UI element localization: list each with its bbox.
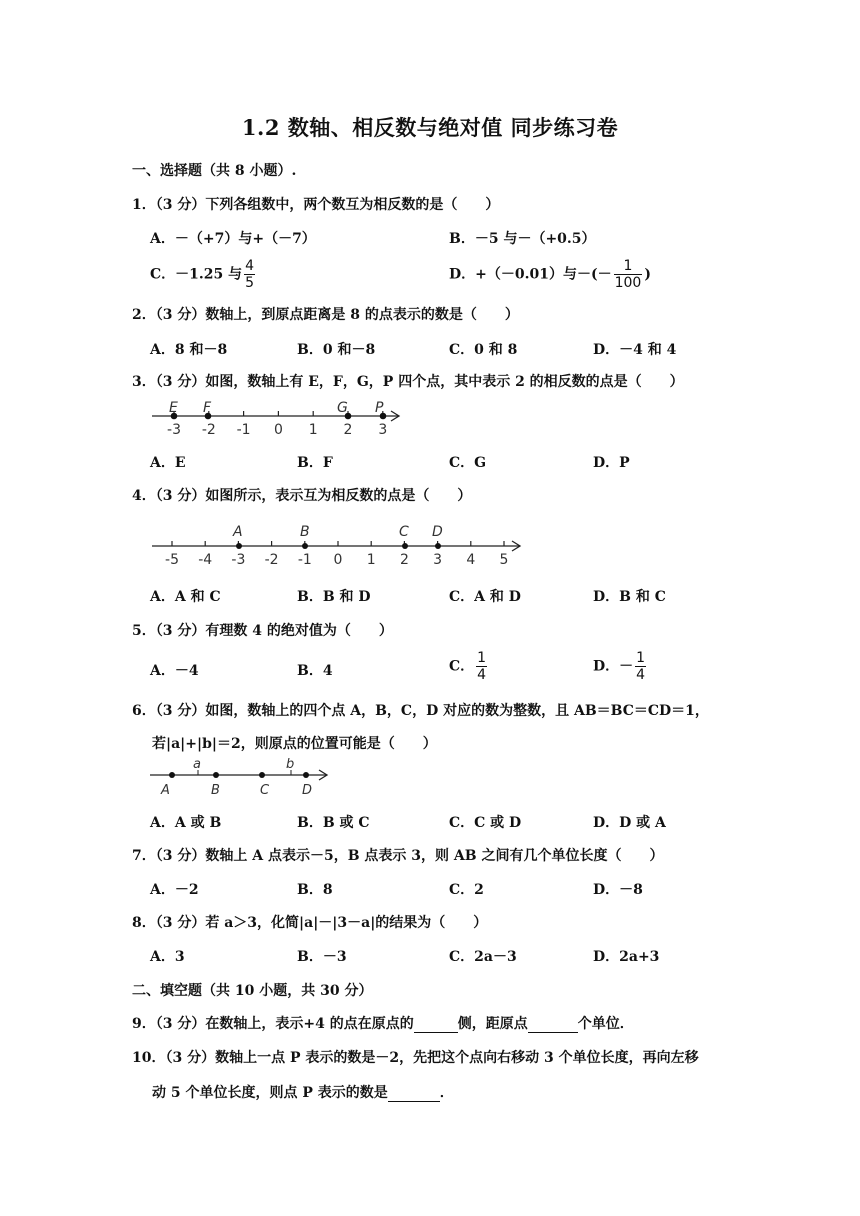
q5-option-c [449,650,489,683]
point-label-b: B [300,524,310,540]
point-label-d: D [302,783,313,798]
fraction [244,258,255,291]
tick-label: 3 [378,422,388,438]
tick-label: -1 [297,552,312,568]
point-label-d: D [432,524,443,540]
tick-label: 4 [466,552,476,568]
q8-option-b: B．－3 [297,949,347,965]
tick-label: -1 [236,422,251,438]
point-c [402,543,408,549]
question-1-stem: 1．（3 分）下列各组数中，两个数互为相反数的是（ ） [132,197,500,213]
tick-label: 5 [499,552,509,568]
q4-option-c: C．A 和 D [449,589,521,605]
q3-option-a: A．E [150,455,186,471]
q1-option-d [449,258,651,291]
fraction [635,650,646,683]
tick-label: 1 [308,422,318,438]
section-heading-choice: 一、选择题（共 8 小题）. [132,163,297,179]
answer-blank-1[interactable] [414,1018,458,1033]
point-a [236,543,242,549]
q6-option-c: C．C 或 D [449,815,522,831]
point-label-c: C [260,783,270,798]
tick-label: 1 [366,552,376,568]
q1-option-c-text: C．－1.25 与 [150,266,243,283]
q7-option-b: B．8 [297,882,333,898]
q2-option-c: C．0 和 8 [449,342,518,358]
q4-number-line [148,518,528,574]
tick-label: -5 [165,552,179,568]
q3-option-b: B．F [297,455,333,471]
q4-option-a: A．A 和 C [150,589,221,605]
question-10-line2 [152,1082,454,1102]
question-3-stem: 3．（3 分）如图，数轴上有 E，F，G，P 四个点，其中表示 2 的相反数的点是（ ） [132,374,684,390]
question-6-stem: 6．（3 分）如图，数轴上的四个点 A，B，C，D 对应的数为整数，且 AB＝BC＝CD＝1， [132,703,709,719]
point-label-b: B [211,783,220,798]
q5-option-d [593,650,648,683]
point-b [302,543,308,549]
fraction [476,650,487,683]
q6-option-d: D．D 或 A [593,815,666,831]
denominator: 4 [477,667,487,683]
q4-option-b: B．B 和 D [297,589,371,605]
question-10-line2-text: 动 5 个单位长度，则点 P 表示的数是 [152,1085,388,1101]
tick-label: -2 [264,552,279,568]
question-8-stem: 8．（3 分）若 a＞3，化简|a|－|3－a|的结果为（ ） [132,915,488,931]
question-5-stem: 5．（3 分）有理数 4 的绝对值为（ ） [132,623,393,639]
tick-label: 2 [399,552,409,568]
q2-option-d: D．－4 和 4 [593,342,677,358]
q1-option-b: B．－5 与－（+0.5） [449,231,596,247]
question-9-part1: 9．（3 分）在数轴上，表示+4 的点在原点的 [132,1016,414,1032]
point-label-a: A [233,524,243,540]
question-10-line1: 10．（3 分）数轴上一点 P 表示的数是－2，先把这个点向右移动 3 个单位长度，再向左移 [132,1050,699,1066]
q1-option-d-text: D．+（－0.01）与－(－ [449,266,612,283]
tick-label: -3 [167,422,181,438]
point-label-c: C [399,524,409,540]
q5-option-a: A．－4 [150,663,199,679]
question-10-line2-end: ． [439,1085,454,1101]
mark-label-b: b [286,757,295,772]
page-title: 1.2 数轴、相反数与绝对值 同步练习卷 [241,115,619,140]
section-heading-fill-blank: 二、填空题（共 10 小题，共 30 分） [132,983,373,999]
q1-option-c [150,258,257,291]
q8-option-a: A．3 [150,949,185,965]
q2-option-b: B．0 和－8 [297,342,376,358]
q5-option-b: B．4 [297,663,333,679]
point-d [435,543,441,549]
q6-option-a: A．A 或 B [150,815,222,831]
q8-option-c: C．2a－3 [449,949,517,965]
question-9-part2: 侧，距原点 [457,1016,528,1032]
q8-option-d: D．2a+3 [593,949,660,965]
q3-option-c: C．G [449,455,487,471]
question-9-part3: 个单位． [577,1016,634,1032]
denominator: 100 [614,275,642,291]
tick-label: -4 [198,552,213,568]
q3-number-line [148,394,408,440]
q1-option-d-close: ) [644,266,651,283]
point-label-g: G [337,400,348,416]
q3-option-d: D．P [593,455,630,471]
mark-label-a: a [193,757,201,772]
point-label-e: E [169,400,178,416]
q6-option-b: B．B 或 C [297,815,370,831]
q5-option-c-text: C． [449,658,475,675]
numerator: 1 [614,258,643,275]
denominator: 4 [636,667,646,683]
tick-label: 0 [273,422,283,438]
q5-option-d-text: D．－ [593,658,634,675]
question-6-stem-continued: 若|a|+|b|＝2，则原点的位置可能是（ ） [152,736,437,752]
answer-blank-3[interactable] [388,1087,440,1102]
fraction [614,258,643,291]
denominator: 5 [245,275,255,291]
q7-option-a: A．－2 [150,882,199,898]
point-label-f: F [203,400,212,416]
q4-option-d: D．B 和 C [593,589,666,605]
point-a [169,772,175,778]
tick-label: 2 [343,422,353,438]
question-7-stem: 7．（3 分）数轴上 A 点表示－5，B 点表示 3，则 AB 之间有几个单位长度（ ） [132,848,664,864]
numerator: 4 [245,258,255,274]
q2-option-a: A．8 和－8 [150,342,228,358]
point-d [303,772,309,778]
answer-blank-2[interactable] [528,1018,578,1033]
numerator: 1 [636,650,646,666]
q7-option-d: D．－8 [593,882,643,898]
q7-option-c: C．2 [449,882,484,898]
q1-option-a: A．－（+7）与+（－7） [150,231,316,247]
tick-label: 3 [433,552,443,568]
question-2-stem: 2．（3 分）数轴上，到原点距离是 8 的点表示的数是（ ） [132,307,519,323]
point-c [259,772,265,778]
q6-number-line [148,756,338,798]
point-label-p: P [375,400,384,416]
point-b [213,772,219,778]
tick-label: -2 [201,422,216,438]
numerator: 1 [477,650,487,666]
question-4-stem: 4．（3 分）如图所示，表示互为相反数的点是（ ） [132,488,472,504]
tick-label: -3 [231,552,246,568]
tick-label: 0 [333,552,343,568]
point-label-a: A [161,783,170,798]
question-9 [132,1013,634,1033]
